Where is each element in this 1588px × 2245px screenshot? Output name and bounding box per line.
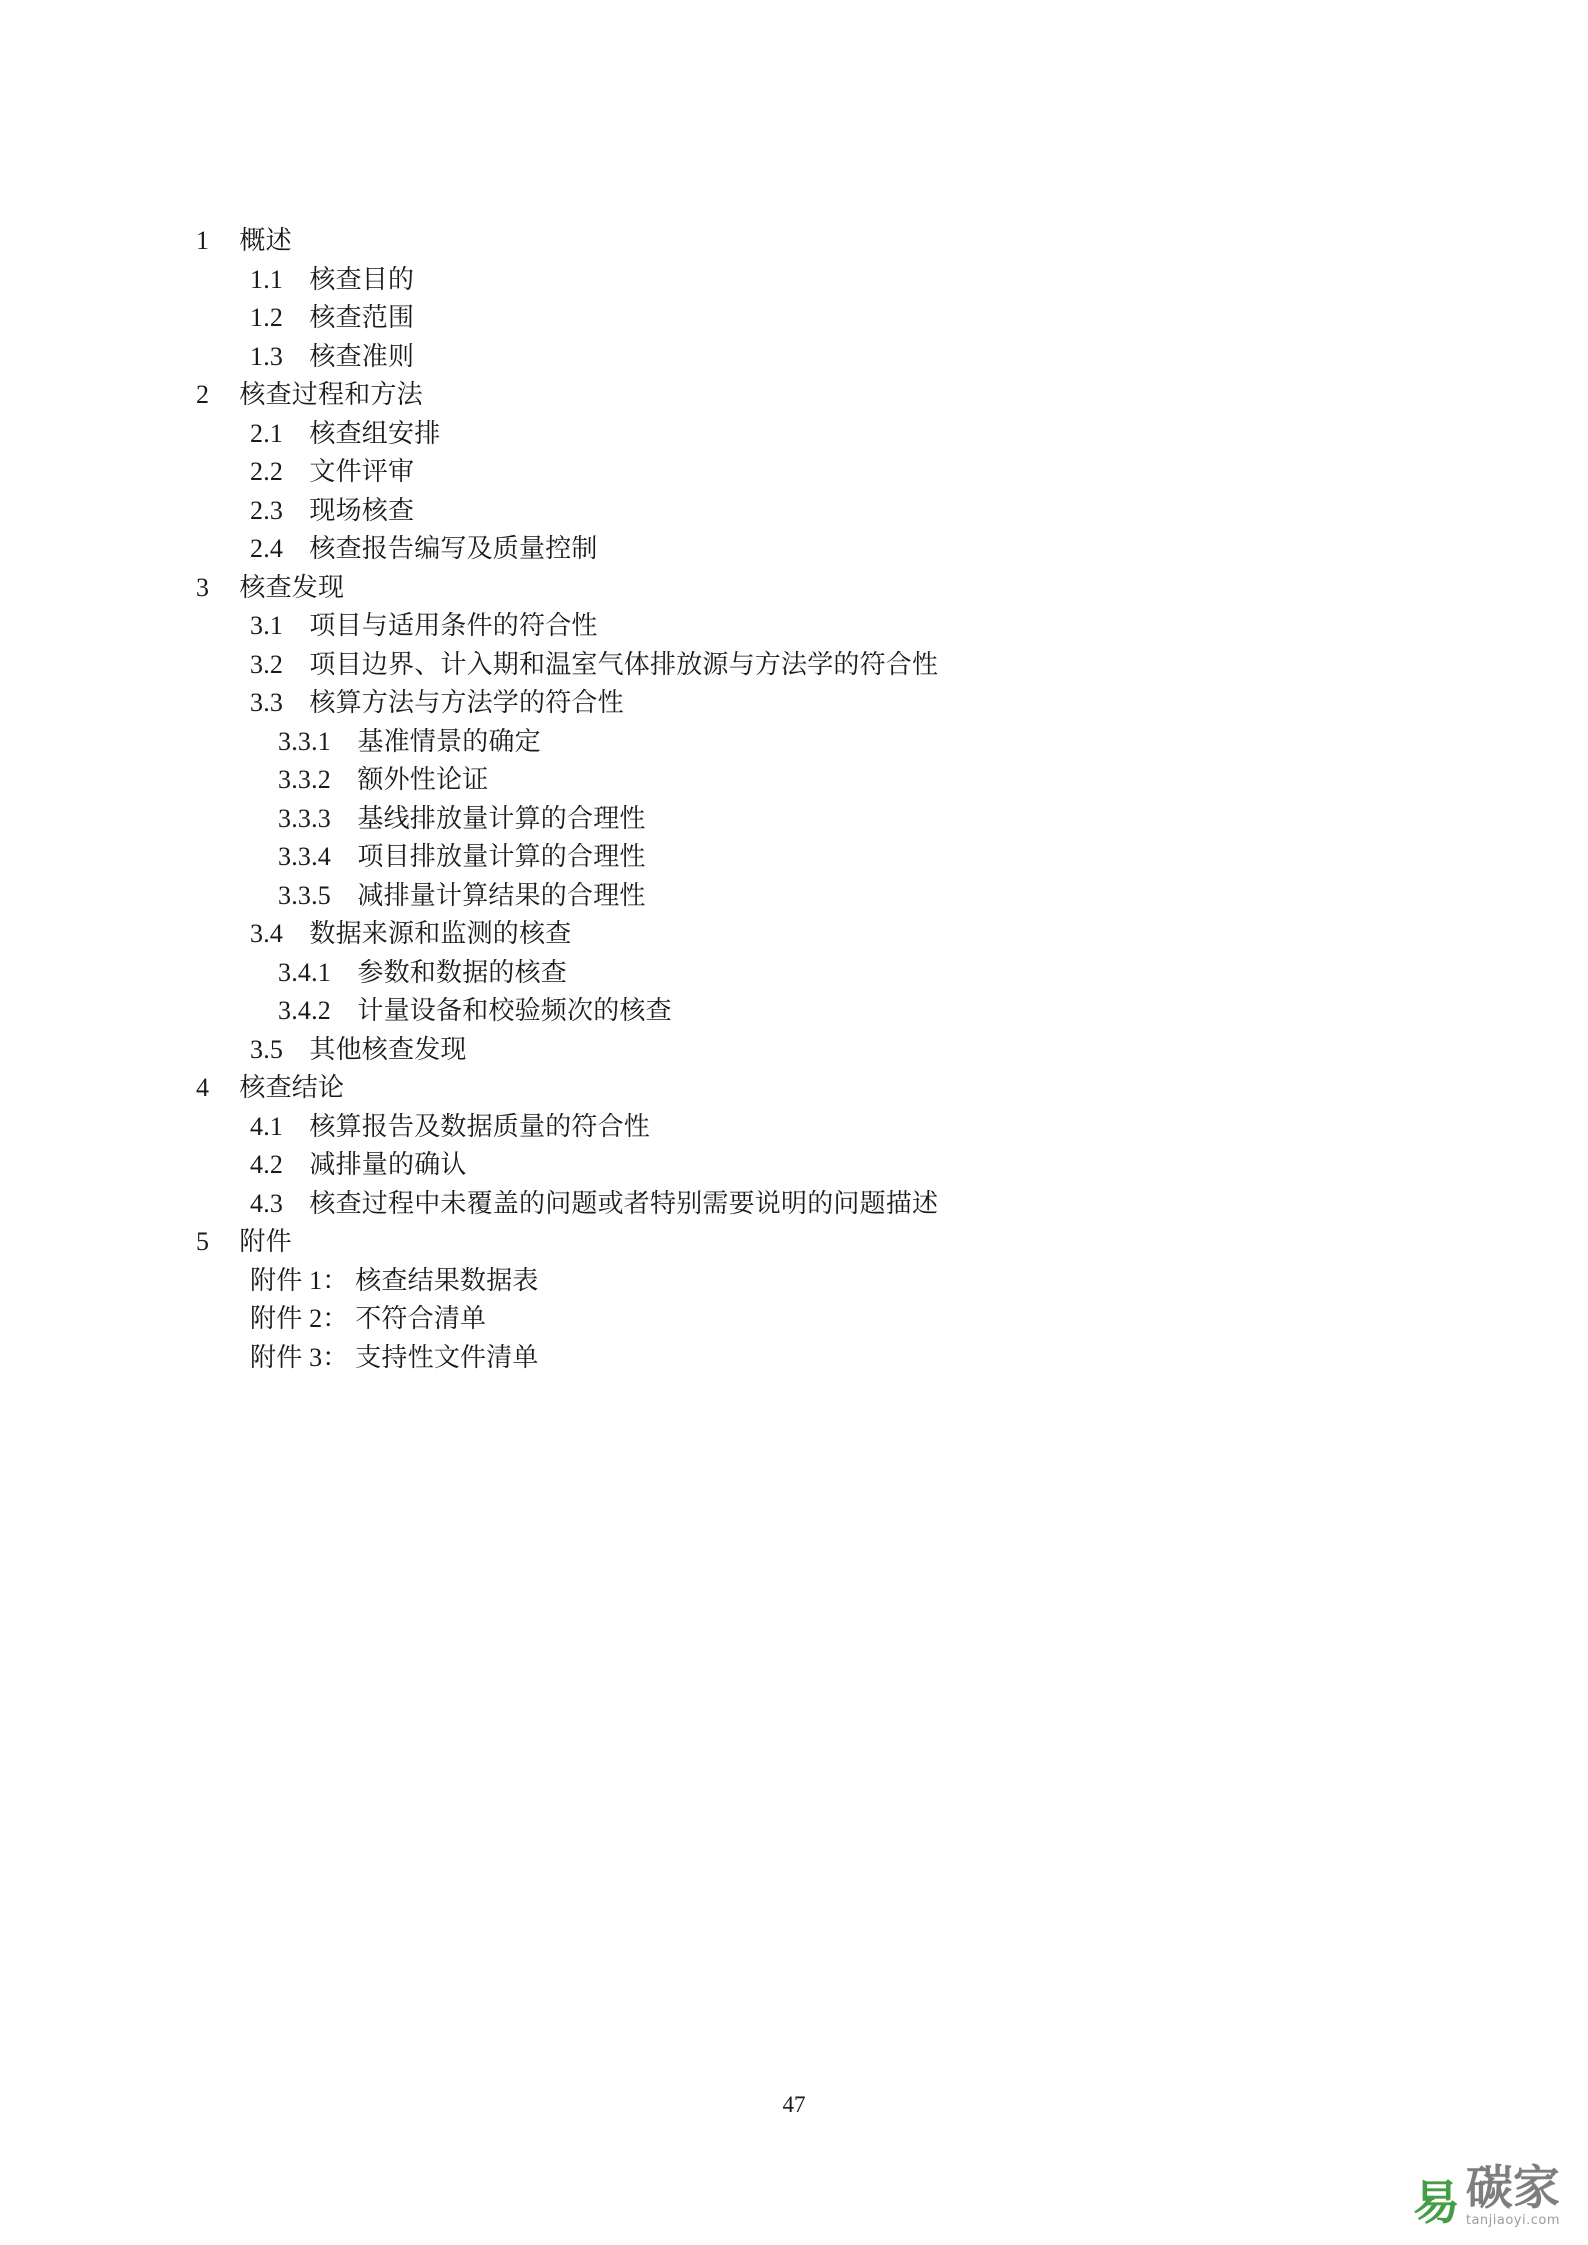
toc-entry[interactable] xyxy=(196,492,1376,531)
toc-entry-label: 基准情景的确定 xyxy=(357,726,541,756)
toc-entry-label: 项目排放量计算的合理性 xyxy=(357,842,646,871)
toc-entry[interactable] xyxy=(196,723,1376,762)
toc-entry-label: 不符合清单 xyxy=(355,1304,487,1333)
toc-entry[interactable] xyxy=(196,915,1376,954)
toc-entry-number: 4 xyxy=(196,1073,210,1102)
toc-entry-label: 核查范围 xyxy=(309,303,415,332)
toc-entry[interactable] xyxy=(196,1108,1376,1147)
toc-entry-label: 项目与适用条件的符合性 xyxy=(309,611,598,640)
toc-entry[interactable] xyxy=(196,877,1376,916)
watermark-mark: 易 xyxy=(1412,2176,1460,2232)
toc-entry-number: 3.3.5 xyxy=(278,880,331,910)
toc-entry[interactable] xyxy=(196,684,1376,723)
toc-entry-number: 3.3.3 xyxy=(278,803,331,833)
toc-entry-label: 核算报告及数据质量的符合性 xyxy=(309,1111,651,1141)
toc-entry-number: 5 xyxy=(196,1227,210,1256)
watermark-subtext: tanjiaoyi.com xyxy=(1465,2213,1560,2228)
toc-entry-label: 额外性论证 xyxy=(357,765,489,794)
toc-entry-number: 3.3.1 xyxy=(278,726,331,756)
toc-entry[interactable] xyxy=(196,569,1376,608)
toc-entry-label: 核查目的 xyxy=(309,264,415,294)
toc-entry-number: 3.3.2 xyxy=(278,765,331,794)
toc-entry-label: 现场核查 xyxy=(309,495,415,525)
toc-entry-label: 核查过程和方法 xyxy=(239,380,423,409)
watermark-text-block xyxy=(1465,2161,1560,2228)
toc-entry-label: 概述 xyxy=(239,226,292,255)
watermark-text: 碳家 xyxy=(1465,2161,1560,2217)
toc-entry[interactable] xyxy=(196,299,1376,338)
toc-entry-number: 1.3 xyxy=(250,341,284,371)
toc-entry-number: 3.3 xyxy=(250,688,284,717)
toc-entry[interactable] xyxy=(196,1262,1376,1301)
toc-entry-label: 核查报告编写及质量控制 xyxy=(309,534,598,563)
toc-entry-number: 附件 2： xyxy=(250,1304,349,1333)
toc-entry-label: 支持性文件清单 xyxy=(355,1342,539,1372)
toc-entry[interactable] xyxy=(196,800,1376,839)
toc-entry[interactable] xyxy=(196,453,1376,492)
toc-entry-number: 3.4.2 xyxy=(278,996,331,1025)
toc-entry[interactable] xyxy=(196,646,1376,685)
toc-entry[interactable] xyxy=(196,1223,1376,1262)
toc-entry-number: 3 xyxy=(196,572,210,602)
toc-entry-number: 2.1 xyxy=(250,418,284,448)
toc-entry-number: 2.3 xyxy=(250,495,284,525)
toc-entry-number: 附件 1： xyxy=(250,1265,349,1295)
toc-entry-number: 3.2 xyxy=(250,649,284,679)
toc-entry-number: 3.5 xyxy=(250,1034,284,1064)
toc-entry-label: 核查结论 xyxy=(239,1073,345,1102)
toc-entry-number: 1.2 xyxy=(250,303,284,332)
toc-entry-number: 2.4 xyxy=(250,534,284,563)
toc-entry-number: 4.2 xyxy=(250,1150,284,1179)
toc-entry-label: 核查过程中未覆盖的问题或者特别需要说明的问题描述 xyxy=(309,1188,939,1218)
toc-entry-number: 3.1 xyxy=(250,611,284,640)
toc-entry[interactable] xyxy=(196,954,1376,993)
toc-entry[interactable] xyxy=(196,1031,1376,1070)
toc-entry-number: 2.2 xyxy=(250,457,284,486)
toc-entry-label: 核查发现 xyxy=(239,572,345,602)
toc-entry[interactable] xyxy=(196,376,1376,415)
toc-entry[interactable] xyxy=(196,1146,1376,1185)
toc-entry-label: 其他核查发现 xyxy=(309,1034,467,1064)
toc-entry[interactable] xyxy=(196,1069,1376,1108)
toc-entry[interactable] xyxy=(196,1185,1376,1224)
toc-entry[interactable] xyxy=(196,761,1376,800)
toc-entry[interactable] xyxy=(196,222,1376,261)
toc-entry[interactable] xyxy=(196,1300,1376,1339)
toc-entry[interactable] xyxy=(196,415,1376,454)
toc-entry-label: 数据来源和监测的核查 xyxy=(309,919,572,948)
toc-entry-number: 4.3 xyxy=(250,1188,284,1218)
toc-entry[interactable] xyxy=(196,530,1376,569)
toc-entry-label: 核算方法与方法学的符合性 xyxy=(309,688,624,717)
page-number: 47 xyxy=(782,2092,806,2117)
toc-entry-label: 项目边界、计入期和温室气体排放源与方法学的符合性 xyxy=(309,649,939,679)
toc-entry-number: 4.1 xyxy=(250,1111,284,1141)
toc-entry-number: 1 xyxy=(196,226,210,255)
toc-entry-number: 1.1 xyxy=(250,264,284,294)
toc-entry-label: 附件 xyxy=(239,1227,292,1256)
toc-entry[interactable] xyxy=(196,992,1376,1031)
toc-entry-number: 附件 3： xyxy=(250,1342,349,1372)
toc-entry[interactable] xyxy=(196,607,1376,646)
toc-entry-number: 2 xyxy=(196,380,210,409)
toc-entry-number: 3.4.1 xyxy=(278,957,331,987)
toc-entry-label: 核查组安排 xyxy=(309,418,441,448)
toc-entry-label: 计量设备和校验频次的核查 xyxy=(357,996,672,1025)
toc-entry[interactable] xyxy=(196,261,1376,300)
toc-entry-number: 3.4 xyxy=(250,919,284,948)
toc-entry-label: 基线排放量计算的合理性 xyxy=(357,803,646,833)
toc-entry[interactable] xyxy=(196,338,1376,377)
watermark xyxy=(1412,2161,1560,2232)
toc-entry[interactable] xyxy=(196,1339,1376,1378)
table-of-contents xyxy=(196,222,1376,1377)
toc-entry-number: 3.3.4 xyxy=(278,842,331,871)
toc-entry-label: 减排量的确认 xyxy=(309,1150,467,1179)
toc-entry-label: 参数和数据的核查 xyxy=(357,957,568,987)
toc-entry-label: 文件评审 xyxy=(309,457,415,486)
toc-entry[interactable] xyxy=(196,838,1376,877)
toc-entry-label: 减排量计算结果的合理性 xyxy=(357,880,646,910)
toc-entry-label: 核查准则 xyxy=(309,341,415,371)
toc-entry-label: 核查结果数据表 xyxy=(355,1265,539,1295)
